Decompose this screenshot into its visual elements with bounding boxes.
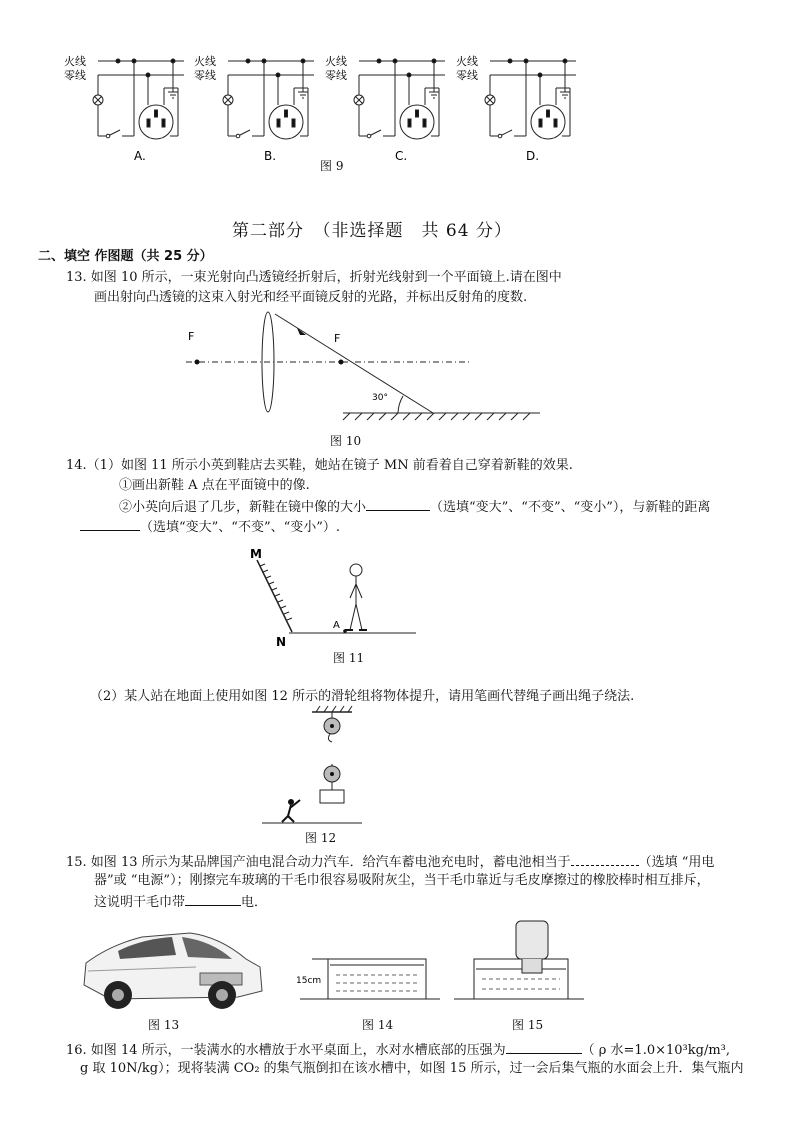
figure-12-pulley	[0, 700, 794, 830]
mirror-label-m: M	[250, 547, 262, 561]
option-label: D.	[526, 149, 540, 163]
q16-line1	[66, 1040, 730, 1060]
q15-line2: 器”或 “电源”）；刚擦完车玻璃的干毛巾很容易吸附灰尘，当干毛巾靠近与毛皮摩擦过的橡胶棒时相互排斥，	[94, 873, 710, 888]
neutral-wire-label: 零线	[456, 69, 478, 82]
figure-15-bottle	[0, 915, 794, 1015]
q16-line1-end: （ ρ 水=1.0×10³kg/m³,	[581, 1043, 730, 1058]
q16-line2: g 取 10N/kg）；现将装满 CO₂ 的集气瓶倒扣在该水槽中，如图 15 所示，过一会后集气瓶的水面会上升．集气瓶内	[80, 1061, 744, 1076]
figure-10-lens	[0, 310, 794, 440]
q14-line3-start: ②小英向后退了几步，新鞋在镜中像的大小	[119, 500, 367, 515]
option-label: C.	[395, 149, 408, 163]
shoe-label-a: A	[333, 620, 340, 631]
q15-line3-start: 这说明干毛巾带	[94, 895, 186, 910]
q14-line3	[119, 497, 710, 517]
q15-line1	[66, 852, 714, 872]
q14-line4-text: （选填“变大”、“不变”、“变小”）.	[140, 520, 341, 535]
q14-answer-blank-1[interactable]	[366, 497, 430, 511]
neutral-wire-label: 零线	[325, 69, 347, 82]
q14-line2: ①画出新鞋 A 点在平面镜中的像.	[119, 478, 310, 493]
live-wire-label: 火线	[64, 55, 86, 68]
section-heading: 二、填空 作图题（共 25 分）	[38, 249, 213, 264]
q15-line1-start: 15. 如图 13 所示为某品牌国产油电混合动力汽车．给汽车蓄电池充电时，蓄电池相当于	[66, 855, 571, 870]
live-wire-label: 火线	[456, 55, 478, 68]
q13-line1: 13. 如图 10 所示，一束光射向凸透镜经折射后，折射光线射到一个平面镜上.请在图中	[66, 270, 562, 285]
neutral-wire-label: 零线	[64, 69, 86, 82]
q15-answer-blank-1[interactable]	[571, 852, 639, 866]
q14-line1: 14.（1）如图 11 所示小英到鞋店去买鞋，她站在镜子 MN 前看着自己穿着新鞋的效果.	[66, 458, 573, 473]
q15-line3-end: 电．	[241, 895, 268, 910]
q15-line1-end: （选填 “用电	[638, 855, 715, 870]
live-wire-label: 火线	[194, 55, 216, 68]
figure-14-caption: 图 14	[362, 1018, 394, 1032]
figure-11-caption: 图 11	[333, 651, 365, 665]
depth-label: 15cm	[296, 976, 322, 986]
q14-part2: （2）某人站在地面上使用如图 12 所示的滑轮组将物体提升，请用笔画代替绳子画出绳子绕法.	[90, 689, 635, 704]
q13-line2: 画出射向凸透镜的这束入射光和经平面镜反射的光路，并标出反射角的度数.	[94, 290, 528, 305]
focus-right-label: F	[334, 332, 341, 345]
q15-answer-blank-2[interactable]	[185, 892, 241, 906]
figure-10-caption: 图 10	[330, 434, 362, 448]
angle-label: 30°	[372, 393, 388, 403]
focus-left-label: F	[188, 330, 195, 343]
figure-9-circuits	[0, 0, 794, 180]
q16-answer-blank-1[interactable]	[506, 1040, 582, 1054]
figure-15-caption: 图 15	[512, 1018, 544, 1032]
option-label: B.	[264, 149, 277, 163]
figure-13-caption: 图 13	[148, 1018, 180, 1032]
q14-line3-end: （选填“变大”、“不变”、“变小”），与新鞋的距离	[430, 500, 711, 515]
part-two-title: 第二部分 （非选择题 共 64 分）	[232, 221, 512, 241]
q14-line4	[80, 517, 340, 537]
live-wire-label: 火线	[325, 55, 347, 68]
q14-answer-blank-2[interactable]	[80, 517, 140, 531]
q15-line3	[94, 892, 267, 912]
figure-11-mirror	[0, 540, 794, 660]
mirror-label-n: N	[276, 635, 287, 649]
option-label: A.	[134, 149, 146, 163]
figure-9-caption: 图 9	[320, 159, 344, 173]
neutral-wire-label: 零线	[194, 69, 216, 82]
q16-line1-start: 16. 如图 14 所示，一装满水的水槽放于水平桌面上，水对水槽底部的压强为	[66, 1043, 506, 1058]
figure-12-caption: 图 12	[305, 831, 337, 845]
